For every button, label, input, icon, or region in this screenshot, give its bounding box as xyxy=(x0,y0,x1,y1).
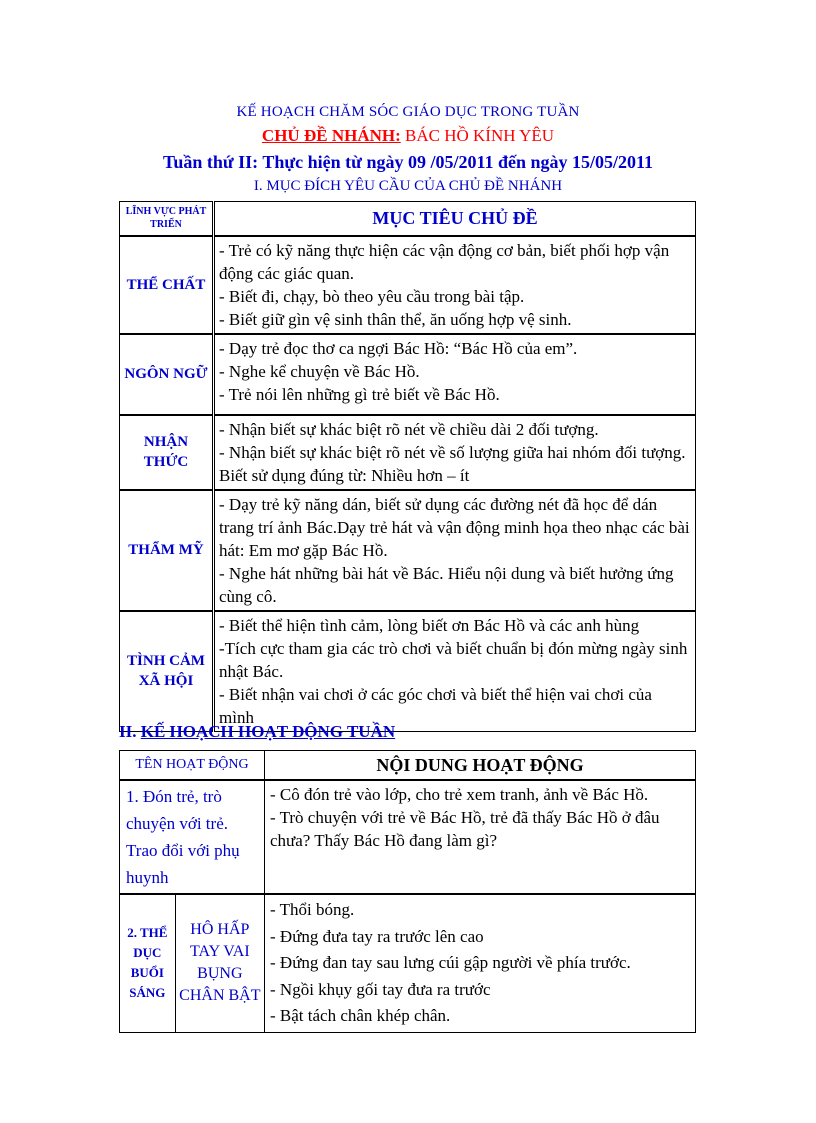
activity-morning-exercise: 2. THỂ DỤC BUỔI SÁNG xyxy=(120,894,176,1032)
goals-cognition: - Nhận biết sự khác biệt rõ nét về chiều dài 2 đối tượng. - Nhận biết sự khác biệt rõ nét về số lượng giữa hai nhóm đối tượng. Biết sử dụng đúng từ: Nhiều hơn – ít xyxy=(214,415,696,490)
area-language: NGÔN NGỮ xyxy=(120,334,214,415)
activity-welcome: 1. Đón trẻ, trò chuyện với trẻ. Trao đổi với phụ huynh xyxy=(120,780,265,894)
area-physical: THỂ CHẤT xyxy=(120,236,214,334)
goals-header-goal: MỤC TIÊU CHỦ ĐỀ xyxy=(214,202,696,236)
activity-exercise-content: - Thổi bóng. - Đứng đưa tay ra trước lên cao - Đứng đan tay sau lưng cúi gập người về phía trước. - Ngồi khụy gối tay đưa ra trước - Bật tách chân khép chân. xyxy=(265,894,696,1032)
area-social: TÌNH CẢM XÃ HỘI xyxy=(120,611,214,732)
activities-header-content: NỘI DUNG HOẠT ĐỘNG xyxy=(265,751,696,781)
goals-table xyxy=(119,201,696,732)
section2-prefix: II. xyxy=(119,722,137,741)
week-line: Tuần thứ II: Thực hiện từ ngày 09 /05/2011 đến ngày 15/05/2011 xyxy=(162,152,654,172)
goals-social: - Biết thể hiện tình cảm, lòng biết ơn Bác Hồ và các anh hùng -Tích cực tham gia các trò chơi và biết chuẩn bị đón mừng ngày sinh nhật Bác. - Biết nhận vai chơi ở các góc chơi và biết thể hiện vai chơi của mình xyxy=(214,611,696,732)
goals-physical: - Trẻ có kỹ năng thực hiện các vận động cơ bản, biết phối hợp vận động các giác quan. - Biết đi, chạy, bò theo yêu cầu trong bài tập. - Biết giữ gìn vệ sinh thân thể, ăn uống hợp vệ sinh. xyxy=(214,236,696,334)
theme-label: CHỦ ĐỀ NHÁNH: xyxy=(261,126,401,145)
section1-title: I. MỤC ĐÍCH YÊU CẦU CỦA CHỦ ĐỀ NHÁNH xyxy=(253,178,563,194)
theme-line xyxy=(0,126,816,146)
activity-welcome-content: - Cô đón trẻ vào lớp, cho trẻ xem tranh, ảnh về Bác Hồ. - Trò chuyện với trẻ về Bác Hồ, trẻ đã thấy Bác Hồ ở đâu chưa? Thấy Bác Hồ đang làm gì? xyxy=(265,780,696,894)
activities-table xyxy=(119,750,696,1033)
goals-language: - Dạy trẻ đọc thơ ca ngợi Bác Hồ: “Bác Hồ của em”. - Nghe kể chuyện về Bác Hồ. - Trẻ nói lên những gì trẻ biết về Bác Hồ. xyxy=(214,334,696,415)
activities-header-name: TÊN HOẠT ĐỘNG xyxy=(120,751,265,781)
area-aesthetics: THẨM MỸ xyxy=(120,490,214,611)
section2-title xyxy=(119,722,395,742)
area-cognition: NHẬN THỨC xyxy=(120,415,214,490)
goals-header-area: LĨNH VỰC PHÁT TRIỂN xyxy=(120,202,214,236)
plan-title: KẾ HOẠCH CHĂM SÓC GIÁO DỤC TRONG TUẦN xyxy=(236,104,580,120)
activity-exercise-types: HÔ HẤP TAY VAI BỤNG CHÂN BẬT xyxy=(175,894,264,1032)
section2-heading: KẾ HOẠCH HOẠT ĐỘNG TUẦN xyxy=(140,722,396,741)
goals-aesthetics: - Dạy trẻ kỹ năng dán, biết sử dụng các đường nét đã học để dán trang trí ảnh Bác.Dạy trẻ hát và vận động minh họa theo nhạc các bài hát: Em mơ gặp Bác Hồ. - Nghe hát những bài hát về Bác. Hiểu nội dung và biết hưởng ứng cùng cô. xyxy=(214,490,696,611)
theme-value: BÁC HỒ KÍNH YÊU xyxy=(405,126,555,145)
